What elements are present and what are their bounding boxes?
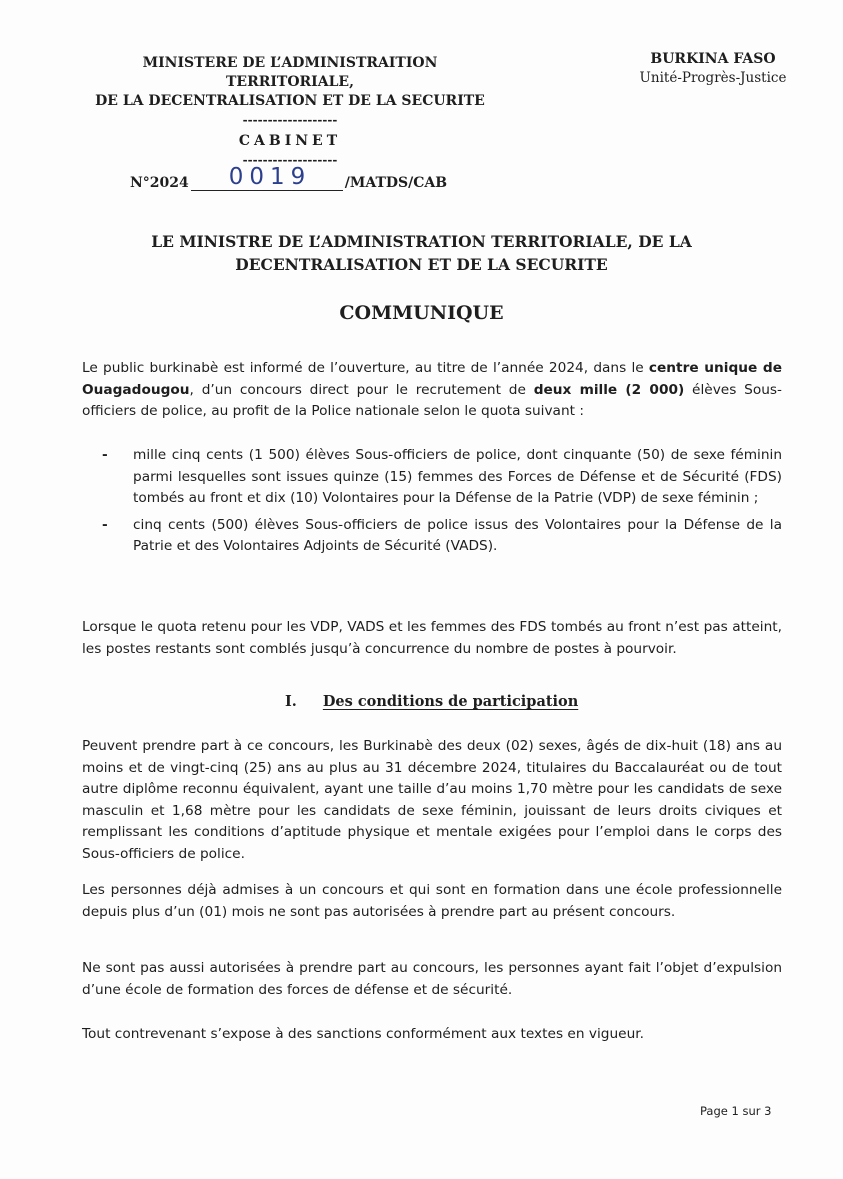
section-number: I. — [285, 693, 297, 710]
separator-bottom: ------------------- — [242, 153, 338, 167]
minister-title — [60, 230, 783, 276]
reference-suffix: /MATDS/CAB — [344, 175, 448, 191]
list-item-text: mille cinq cents (1 500) élèves Sous-officiers de police, dont cinquante (50) de sexe féminin parmi lesquelles sont issues quinze (15) femmes des Forces de Défense et de Sécurité (FDS) tombés au front et dix (10) Volontaires pour la Défense de la Patrie (VDP) de sexe féminin ; — [133, 447, 782, 506]
quota-note-paragraph: Lorsque le quota retenu pour les VDP, VADS et les femmes des FDS tombés au front n’est pas atteint, les postes restants sont comblés jusqu’à concurrence du nombre de postes à pourvoir. — [82, 619, 782, 657]
conditions-paragraph-2: Les personnes déjà admises à un concours et qui sont en formation dans une école professionnelle depuis plus d’un (01) mois ne sont pas autorisées à prendre part au présent concours. — [82, 882, 782, 920]
bullet-mark: - — [102, 447, 108, 463]
reference-number-line — [191, 164, 343, 191]
section-title: Des conditions de participation — [322, 693, 579, 710]
conditions-paragraph-3: Ne sont pas aussi autorisées à prendre part au concours, les personnes ayant fait l’objet d’expulsion d’une école de formation des forces de défense et de sécurité. — [82, 960, 782, 998]
conditions-paragraph-4: Tout contrevenant s’expose à des sanctions conformément aux textes en vigueur. — [82, 1026, 644, 1042]
country-name: BURKINA FASO — [650, 51, 776, 67]
quota-list — [100, 445, 782, 563]
conditions-paragraph-1: Peuvent prendre part à ce concours, les Burkinabè des deux (02) sexes, âgés de dix-huit (18) ans au moins et de vingt-cinq (25) ans au plus au 31 décembre 2024, titulaires du Baccalauréat ou de tout autre diplôme reconnu équivalent, ayant une taille d’au moins 1,70 mètre pour les candidats de sexe masculin et 1,68 mètre pour les candidats de sexe féminin, jouissant de leurs droits civiques et remplissant les conditions d’aptitude physique et mentale exigées pour l’emploi dans le corps des Sous-officiers de police. — [82, 738, 782, 862]
ministry-name-line1: MINISTERE DE L’ADMINISTRAITION TERRITORIALE, — [142, 55, 438, 90]
country-header — [628, 50, 798, 88]
intro-bold-count: deux mille (2 000) — [533, 381, 685, 398]
country-motto: Unité-Progrès-Justice — [639, 70, 787, 86]
ministry-name-line2: DE LA DECENTRALISATION ET DE LA SECURITE — [95, 93, 485, 109]
communique-title: COMMUNIQUE — [339, 302, 504, 324]
minister-title-line1: LE MINISTRE DE L’ADMINISTRATION TERRITORIALE, DE LA — [151, 232, 692, 251]
handwritten-number: 0019 — [228, 164, 312, 190]
intro-text-3: élèves Sous-officiers de police, au profit de la Police nationale selon le quota suivant : — [82, 381, 782, 419]
cabinet-label: CABINET — [238, 133, 342, 149]
intro-text-2: , d’un concours direct pour le recrutement de — [189, 381, 534, 398]
intro-paragraph — [82, 358, 782, 423]
list-item — [100, 445, 782, 510]
reference-number — [130, 164, 448, 191]
bullet-mark: - — [102, 516, 108, 533]
ministry-header — [80, 54, 500, 167]
minister-title-line2: DECENTRALISATION ET DE LA SECURITE — [235, 255, 608, 274]
list-item — [100, 515, 782, 558]
intro-text-1: Le public burkinabè est informé de l’ouverture, au titre de l’année 2024, dans le — [82, 360, 649, 376]
list-item-text: cinq cents (500) élèves Sous-officiers de police issus des Volontaires pour la Défense de la Patrie et des Volontaires Adjoints de Sécurité (VADS). — [133, 516, 782, 554]
reference-prefix: N°2024 — [130, 175, 189, 191]
separator-top: ------------------- — [242, 113, 338, 127]
page-number: Page 1 sur 3 — [700, 1104, 772, 1118]
section-heading — [285, 693, 578, 710]
intro-bold-location: centre unique de Ouagadougou — [82, 360, 782, 398]
